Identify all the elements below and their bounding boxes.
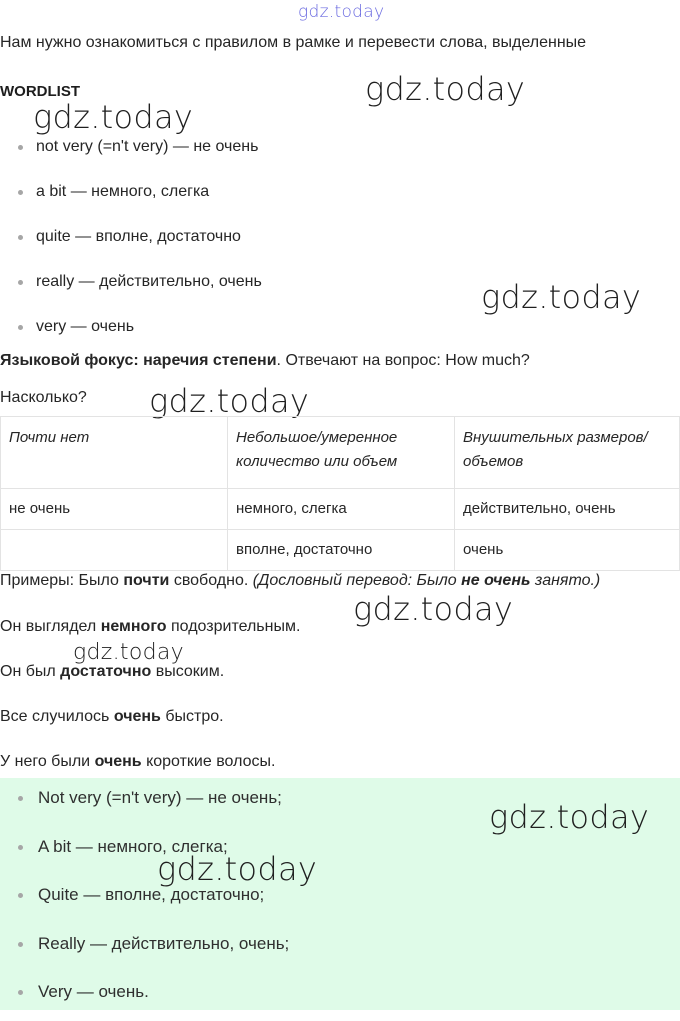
table-header-cell: Небольшое/умеренное количество или объем xyxy=(228,417,455,489)
example-line: Он выглядел немного подозрительным. xyxy=(0,618,301,635)
bullet-icon xyxy=(18,325,23,330)
wordlist xyxy=(0,132,680,357)
watermark-text: gdz.today xyxy=(365,70,526,108)
list-item: a bit — немного, слегка xyxy=(0,177,680,222)
focus-line: Языковой фокус: наречия степени. Отвечают на вопрос: How much? xyxy=(0,352,530,369)
table-cell: вполне, достаточно xyxy=(228,530,455,571)
list-item: quite — вполне, достаточно xyxy=(0,222,680,267)
table-row xyxy=(1,530,680,571)
bullet-icon xyxy=(18,942,23,947)
watermark-text: gdz.today xyxy=(149,382,310,420)
example-line: Все случилось очень быстро. xyxy=(0,708,224,725)
watermark-text: gdz.today xyxy=(33,98,194,136)
bullet-icon xyxy=(18,280,23,285)
bullet-icon xyxy=(18,145,23,150)
list-item: Very — очень. xyxy=(0,972,680,1021)
watermark-text: gdz.today xyxy=(298,2,385,22)
wordlist-title: WORDLIST xyxy=(0,83,80,100)
table-cell xyxy=(1,530,228,571)
watermark-text: gdz.today xyxy=(353,590,514,628)
bullet-icon xyxy=(18,990,23,995)
bullet-icon xyxy=(18,235,23,240)
list-item: not very (=n't very) — не очень xyxy=(0,132,680,177)
watermark-text: gdz.today xyxy=(489,798,650,836)
table-cell: немного, слегка xyxy=(228,489,455,530)
example-line: Он был достаточно высоким. xyxy=(0,663,225,680)
table-header-row xyxy=(1,417,680,489)
table-cell: действительно, очень xyxy=(455,489,680,530)
list-item: Quite — вполне, достаточно; xyxy=(0,875,680,924)
degree-adverbs-table xyxy=(0,416,680,571)
watermark-text: gdz.today xyxy=(481,278,642,316)
answer-block xyxy=(0,778,680,1010)
example-line: Примеры: Было почти свободно. (Дословный перевод: Было не очень занято.) xyxy=(0,572,601,589)
list-item: very — очень xyxy=(0,312,680,357)
bullet-icon xyxy=(18,190,23,195)
table-cell: очень xyxy=(455,530,680,571)
bullet-icon xyxy=(18,796,23,801)
example-line: У него были очень короткие волосы. xyxy=(0,753,276,770)
intro-text: Нам нужно ознакомиться с правилом в рамке и перевести слова, выделенные xyxy=(0,34,587,51)
table-cell: не очень xyxy=(1,489,228,530)
focus-line-2: Насколько? xyxy=(0,389,87,406)
watermark-text: gdz.today xyxy=(73,640,184,665)
bullet-icon xyxy=(18,893,23,898)
table-header-cell: Внушительных размеров/ объемов xyxy=(455,417,680,489)
list-item: Not very (=n't very) — не очень; xyxy=(0,778,680,827)
table-header-cell: Почти нет xyxy=(1,417,228,489)
table-row xyxy=(1,489,680,530)
list-item: A bit — немного, слегка; xyxy=(0,827,680,876)
watermark-text: gdz.today xyxy=(157,850,318,888)
list-item: really — действительно, очень xyxy=(0,267,680,312)
bullet-icon xyxy=(18,845,23,850)
list-item: Really — действительно, очень; xyxy=(0,924,680,973)
